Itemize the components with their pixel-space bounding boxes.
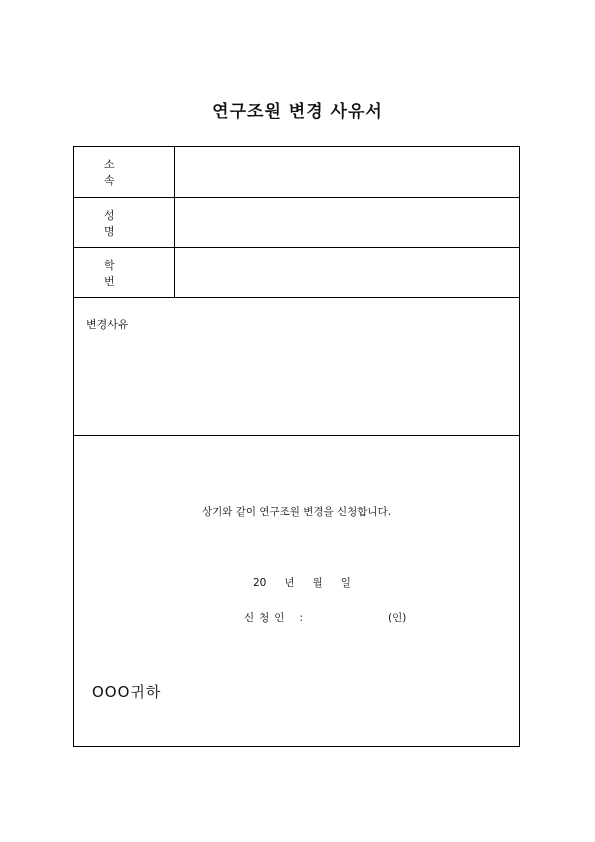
date-line bbox=[253, 575, 369, 590]
year-unit: 년 bbox=[284, 577, 295, 589]
applicant-label: 신청인 bbox=[244, 612, 290, 624]
applicant-colon: : bbox=[299, 612, 303, 624]
recipient: OOO귀하 bbox=[92, 683, 162, 701]
month-unit: 월 bbox=[312, 577, 323, 589]
request-form bbox=[73, 146, 520, 747]
affiliation-row bbox=[74, 147, 519, 198]
document-title: 연구조원 변경 사유서 bbox=[212, 102, 383, 122]
student-id-label: 학번 bbox=[74, 248, 175, 297]
name-field[interactable] bbox=[175, 198, 519, 247]
seal-mark: (인) bbox=[388, 612, 407, 624]
reason-section[interactable] bbox=[74, 298, 519, 436]
name-row bbox=[74, 198, 519, 248]
reason-label: 변경사유 bbox=[86, 318, 129, 331]
year-prefix: 20 bbox=[253, 577, 267, 589]
affiliation-field[interactable] bbox=[175, 147, 519, 197]
day-unit: 일 bbox=[340, 577, 351, 589]
applicant-line bbox=[244, 610, 303, 625]
student-id-row bbox=[74, 248, 519, 298]
name-label: 성명 bbox=[74, 198, 175, 247]
affiliation-label: 소속 bbox=[74, 147, 175, 197]
request-statement: 상기와 같이 연구조원 변경을 신청합니다. bbox=[201, 506, 392, 518]
student-id-field[interactable] bbox=[175, 248, 519, 297]
